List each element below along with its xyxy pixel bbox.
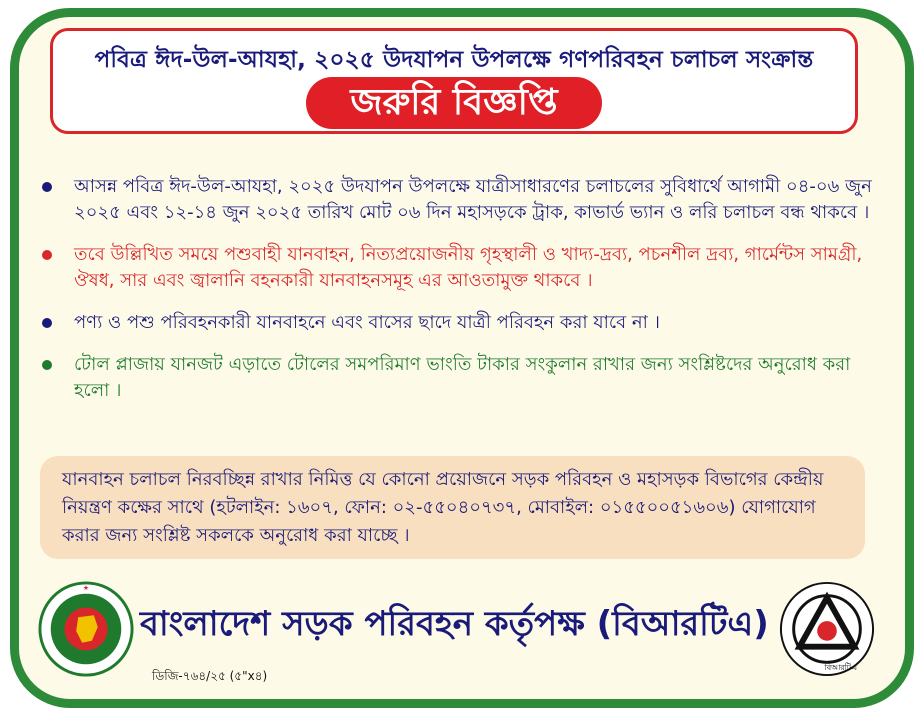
svg-text:বিআরটিএ: বিআরটিএ bbox=[824, 663, 857, 673]
svg-text:★: ★ bbox=[82, 583, 90, 592]
bullet-text: তবে উল্লিখিত সময়ে পশুবাহী যানবাহন, নিত্যপ্রয়োজনীয় গৃহস্থালী ও খাদ্য-দ্রব্য, পচনশীল দ্রব্য, গার্মেন্টস সামগ্রী, ঔষধ, সার এবং জ্বালানি বহনকারী যানবাহনসমূহ এর আওতামুক্ত থাকবে । bbox=[74, 244, 863, 291]
publication-code: ডিজি-৭৬৪/২৫ (৫"x৪) bbox=[152, 669, 268, 683]
contact-box bbox=[40, 456, 865, 559]
government-seal-icon bbox=[37, 580, 135, 678]
bullet-item bbox=[34, 310, 884, 336]
bullet-item bbox=[34, 242, 884, 294]
header-box bbox=[50, 28, 858, 134]
bullet-dot-icon bbox=[42, 360, 52, 370]
bullet-item bbox=[34, 352, 884, 404]
bullet-dot-icon bbox=[42, 318, 52, 328]
bullet-list bbox=[34, 174, 884, 420]
bullet-dot-icon bbox=[42, 182, 52, 192]
brta-logo-icon bbox=[778, 580, 876, 678]
bullet-item bbox=[34, 174, 884, 226]
bullet-text: আসন্ন পবিত্র ঈদ-উল-আযহা, ২০২৫ উদযাপন উপলক্ষে যাত্রীসাধারণের চলাচলের সুবিধার্থে আগামী ০৪-০৬ জুন ২০২৫ এবং ১২-১৪ জুন ২০২৫ তারিখ মোট ০৬ দিন মহাসড়কে ট্রাক, কাভার্ড ভ্যান ও লরি চলাচল বন্ধ থাকবে । bbox=[74, 176, 872, 223]
bullet-text: পণ্য ও পশু পরিবহনকারী যানবাহনে এবং বাসের ছাদে যাত্রী পরিবহন করা যাবে না । bbox=[74, 312, 660, 333]
header-title: পবিত্র ঈদ-উল-আযহা, ২০২৫ উদযাপন উপলক্ষে গণপরিবহন চলাচল সংক্রান্ত bbox=[94, 47, 814, 73]
notice-badge: জরুরি বিজ্ঞপ্তি bbox=[306, 77, 602, 129]
bullet-dot-icon bbox=[42, 250, 52, 260]
contact-text: যানবাহন চলাচল নিরবচ্ছিন্ন রাখার নিমিত্ত যে কোনো প্রয়োজনে সড়ক পরিবহন ও মহাসড়ক বিভাগের কেন্দ্রীয় নিয়ন্ত্রণ কক্ষের সাথে (হটলাইন: ১৬০৭, ফোন: ০২-৫৫০৪০৭৩৭, মোবাইল: ০১৫৫০০৫১৬০৬) যোগাযোগ করার জন্য সংশ্লিষ্ট সকলকে অনুরোধ করা যাচ্ছে । bbox=[62, 469, 824, 546]
organization-name: বাংলাদেশ সড়ক পরিবহন কর্তৃপক্ষ (বিআরটিএ) bbox=[140, 604, 769, 644]
bullet-text: টোল প্লাজায় যানজট এড়াতে টোলের সমপরিমাণ ভাংতি টাকার সংকুলান রাখার জন্য সংশ্লিষ্টদের অনুরোধ করা হলো । bbox=[74, 354, 851, 401]
